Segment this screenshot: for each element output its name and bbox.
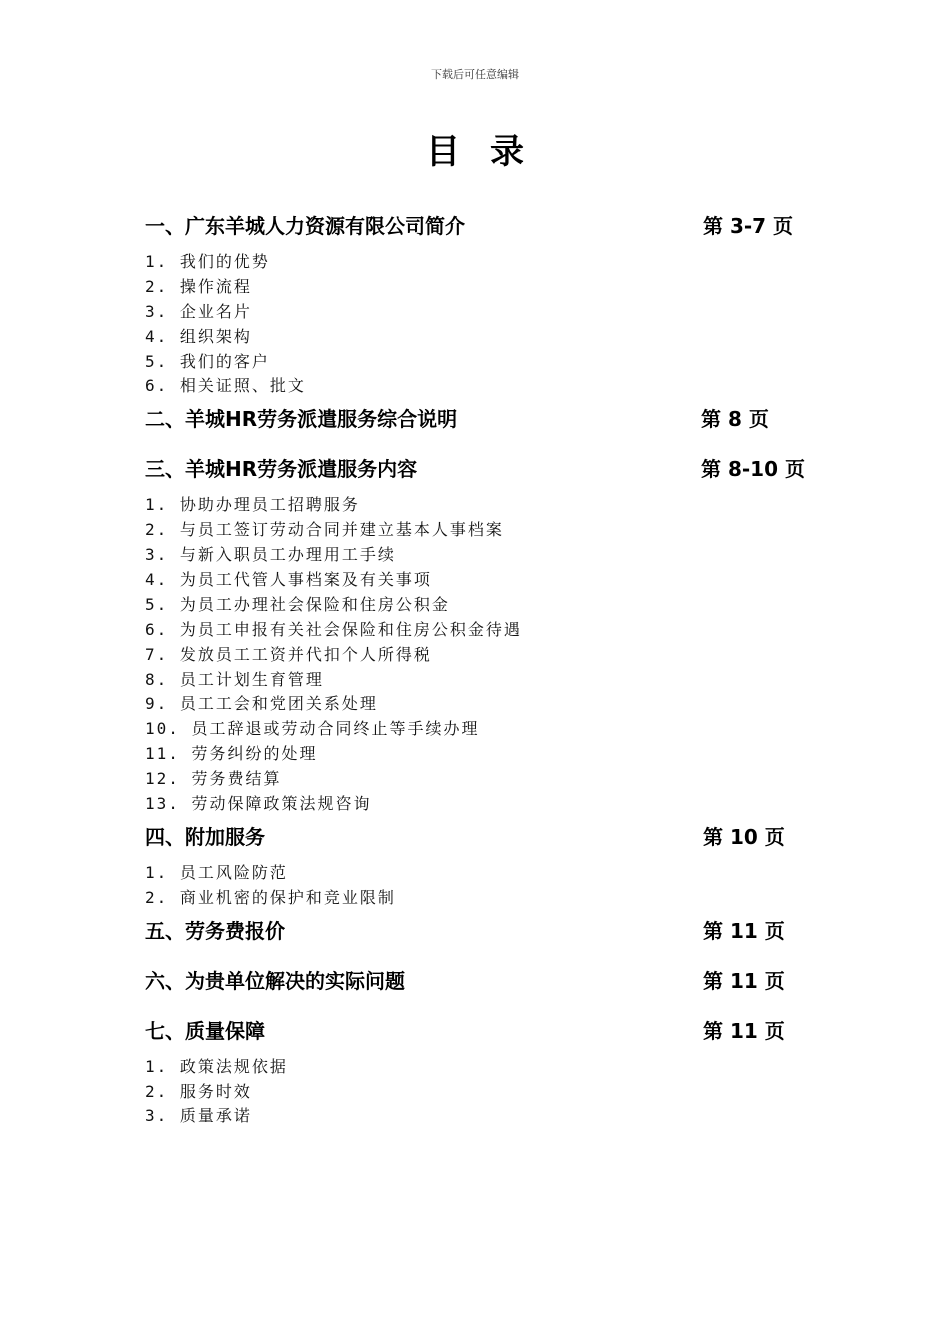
toc-section-heading[interactable] xyxy=(145,911,845,951)
toc-section-page: 第 11 页 xyxy=(703,918,785,943)
toc-section-4 xyxy=(145,817,845,911)
toc-section-heading[interactable] xyxy=(145,449,845,489)
toc-section-heading[interactable] xyxy=(145,817,845,857)
toc-item[interactable]: 7. 发放员工工资并代扣个人所得税 xyxy=(145,644,432,664)
toc-section-page: 第 11 页 xyxy=(703,1018,785,1043)
toc-item[interactable]: 12. 劳务费结算 xyxy=(145,769,282,789)
toc-section-heading[interactable] xyxy=(145,961,845,1001)
toc-item[interactable]: 1. 协助办理员工招聘服务 xyxy=(145,495,360,515)
toc-item[interactable]: 3. 企业名片 xyxy=(145,301,252,321)
toc-section-2 xyxy=(145,399,845,449)
toc-section-6 xyxy=(145,961,845,1011)
toc-section-page: 第 11 页 xyxy=(703,968,785,993)
toc-item[interactable]: 1. 政策法规依据 xyxy=(145,1056,288,1076)
toc-item[interactable]: 2. 与员工签订劳动合同并建立基本人事档案 xyxy=(145,520,504,540)
table-of-contents xyxy=(145,206,845,1129)
toc-item[interactable]: 2. 商业机密的保护和竞业限制 xyxy=(145,887,396,907)
toc-item[interactable]: 11. 劳务纠纷的处理 xyxy=(145,744,318,764)
toc-section-heading[interactable] xyxy=(145,1011,845,1051)
toc-item[interactable]: 13. 劳动保障政策法规咨询 xyxy=(145,794,372,814)
toc-section-5 xyxy=(145,911,845,961)
toc-item-list xyxy=(145,1051,845,1130)
toc-item-list xyxy=(145,857,845,911)
toc-section-1 xyxy=(145,206,845,399)
toc-section-page: 第 8-10 页 xyxy=(701,457,805,482)
toc-item[interactable]: 1. 员工风险防范 xyxy=(145,862,288,882)
toc-section-title: 五、劳务费报价 xyxy=(145,918,285,943)
toc-section-title: 二、羊城HR劳务派遣服务综合说明 xyxy=(145,407,458,432)
section-spacer xyxy=(145,951,845,961)
page-header-note: 下载后可任意编辑 xyxy=(431,68,519,81)
section-spacer xyxy=(145,1001,845,1011)
toc-item[interactable]: 4. 组织架构 xyxy=(145,326,252,346)
toc-section-3 xyxy=(145,449,845,817)
toc-section-title: 六、为贵单位解决的实际问题 xyxy=(145,968,405,993)
toc-section-7 xyxy=(145,1011,845,1130)
toc-item[interactable]: 2. 服务时效 xyxy=(145,1081,252,1101)
toc-section-title: 四、附加服务 xyxy=(145,824,265,849)
toc-item[interactable]: 3. 与新入职员工办理用工手续 xyxy=(145,545,396,565)
toc-item[interactable]: 1. 我们的优势 xyxy=(145,252,270,271)
toc-item[interactable]: 2. 操作流程 xyxy=(145,276,252,296)
toc-item[interactable]: 4. 为员工代管人事档案及有关事项 xyxy=(145,570,432,590)
toc-item-list xyxy=(145,489,845,817)
toc-item[interactable]: 6. 相关证照、批文 xyxy=(145,376,306,396)
toc-item[interactable]: 9. 员工工会和党团关系处理 xyxy=(145,694,378,714)
toc-item[interactable]: 10. 员工辞退或劳动合同终止等手续办理 xyxy=(145,719,480,739)
toc-section-title: 一、广东羊城人力资源有限公司简介 xyxy=(145,214,465,238)
toc-item[interactable]: 6. 为员工申报有关社会保险和住房公积金待遇 xyxy=(145,619,522,639)
section-spacer xyxy=(145,439,845,449)
toc-item[interactable]: 5. 为员工办理社会保险和住房公积金 xyxy=(145,594,450,614)
toc-item-list xyxy=(145,246,845,399)
toc-section-heading[interactable] xyxy=(145,206,845,246)
toc-item[interactable]: 5. 我们的客户 xyxy=(145,351,270,371)
toc-item[interactable]: 3. 质量承诺 xyxy=(145,1106,252,1126)
toc-item[interactable]: 8. 员工计划生育管理 xyxy=(145,669,324,689)
toc-section-heading[interactable] xyxy=(145,399,845,439)
toc-section-page: 第 10 页 xyxy=(703,824,785,849)
toc-section-title: 三、羊城HR劳务派遣服务内容 xyxy=(145,457,418,482)
toc-section-page: 第 3-7 页 xyxy=(703,214,794,238)
toc-section-page: 第 8 页 xyxy=(701,407,769,432)
page-title: 目录 xyxy=(426,132,554,172)
toc-section-title: 七、质量保障 xyxy=(145,1018,265,1043)
